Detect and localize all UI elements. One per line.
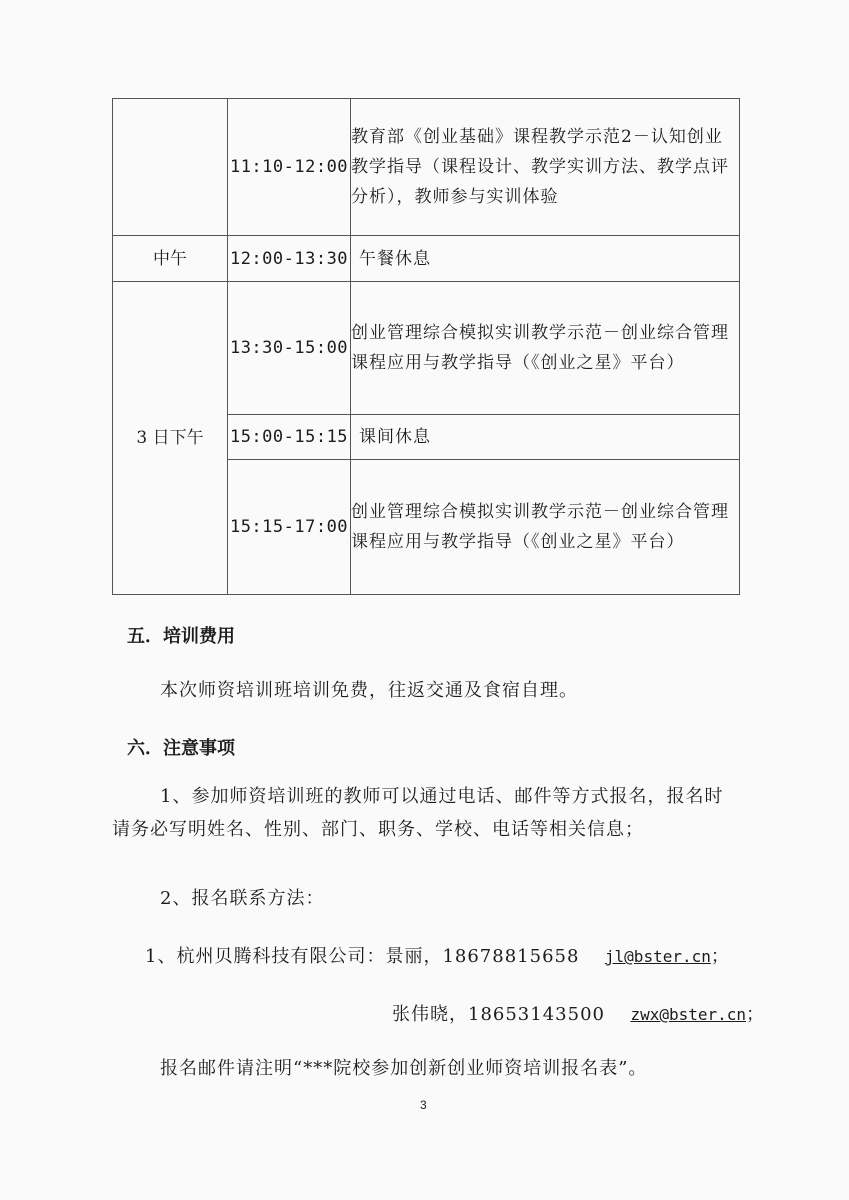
time-cell: 13:30-15:00 [228, 282, 351, 415]
content-cell: 课间休息 [351, 415, 740, 460]
period-cell: 中午 [113, 236, 228, 282]
list-item: 1、参加师资培训班的教师可以通过电话、邮件等方式报名，报名时请务必写明姓名、性别、部门、职务、学校、电话等相关信息； [112, 786, 724, 840]
email-link[interactable]: jl@bster.cn [604, 947, 711, 966]
time-cell: 15:00-15:15 [228, 415, 351, 460]
email-link[interactable]: zwx@bster.cn [630, 1005, 747, 1024]
page-number: 3 [420, 1098, 427, 1112]
time-cell: 11:10-12:00 [228, 99, 351, 236]
list-item: 2、报名联系方法： [160, 888, 325, 909]
schedule-table [112, 98, 740, 595]
period-cell [113, 99, 228, 236]
table-row [113, 282, 740, 415]
section-heading: 六．注意事项 [127, 738, 235, 759]
contact-line [392, 1000, 765, 1026]
period-cell: 3 日下午 [113, 282, 228, 595]
content-cell: 午餐休息 [351, 236, 740, 282]
separator: ； [710, 946, 730, 967]
time-cell: 15:15-17:00 [228, 460, 351, 595]
contact-text: 张伟晓，18653143500 [392, 1004, 605, 1025]
table-row [113, 236, 740, 282]
time-cell: 12:00-13:30 [228, 236, 351, 282]
contact-text: 1、杭州贝腾科技有限公司：景丽，18678815658 [145, 946, 580, 967]
section-text: 本次师资培训班培训免费，往返交通及食宿自理。 [160, 680, 578, 701]
note-text: 报名邮件请注明“***院校参加创新创业师资培训报名表”。 [160, 1058, 648, 1079]
section-heading: 五．培训费用 [127, 626, 235, 647]
contact-line [145, 942, 730, 968]
content-cell: 创业管理综合模拟实训教学示范－创业综合管理课程应用与教学指导（《创业之星》平台） [351, 460, 740, 595]
table-row [113, 99, 740, 236]
content-cell: 创业管理综合模拟实训教学示范－创业综合管理课程应用与教学指导（《创业之星》平台） [351, 282, 740, 415]
content-cell: 教育部《创业基础》课程教学示范2－认知创业教学指导（课程设计、教学实训方法、教学点评分析），教师参与实训体验 [351, 99, 740, 236]
separator: ； [746, 1004, 766, 1025]
